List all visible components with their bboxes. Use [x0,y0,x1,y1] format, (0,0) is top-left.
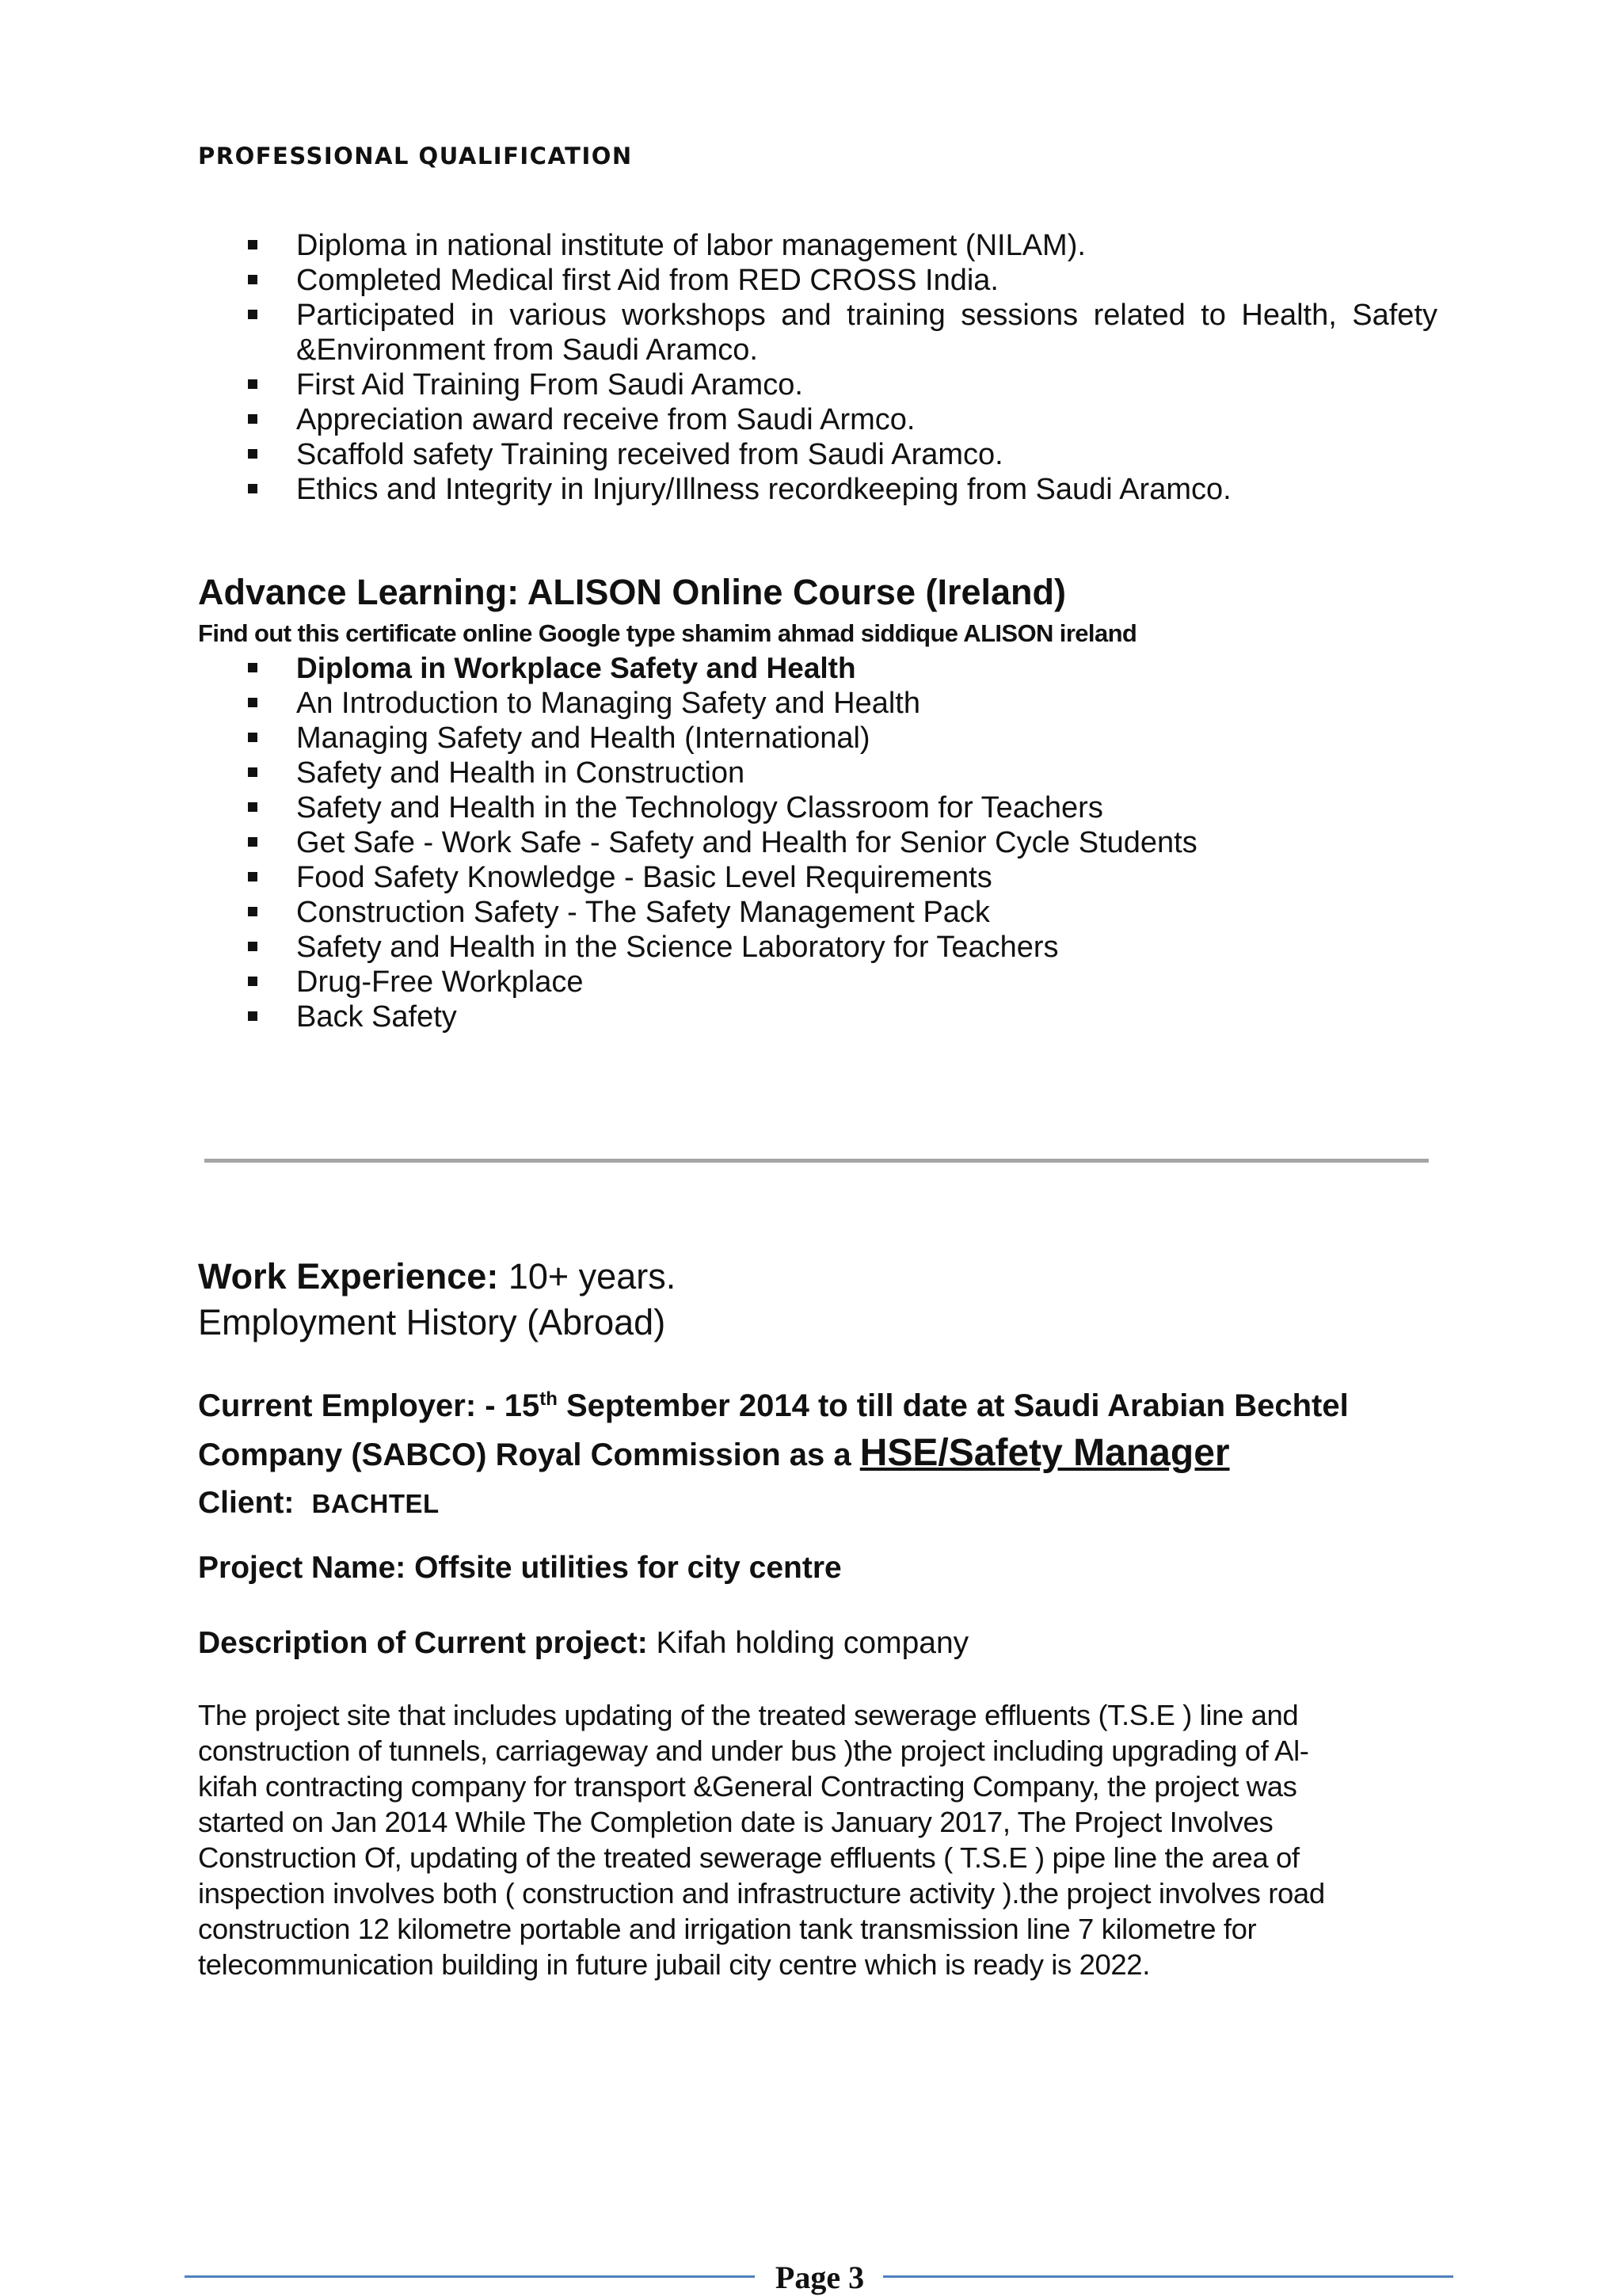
employer-dates: September 2014 to till date at Saudi Arabian Bechtel [557,1388,1349,1423]
advance-learning-heading: Advance Learning: ALISON Online Course (Ireland) [198,572,1066,612]
list-item: Diploma in national institute of labor management (NILAM). [198,228,1437,263]
list-item: Safety and Health in Construction [198,756,1437,790]
footer-rule-left [185,2275,755,2278]
paragraph-line: construction 12 kilometre portable and irrigation tank transmission line 7 kilometre for [198,1913,1257,1945]
work-experience [198,1254,676,1346]
work-experience-label: Work Experience: [198,1256,499,1296]
work-experience-line [198,1254,676,1300]
paragraph-line: The project site that includes updating of the treated sewerage effluents (T.S.E ) line and [198,1699,1299,1731]
list-item: Diploma in Workplace Safety and Health [198,651,1437,686]
list-item: Get Safe - Work Safe - Safety and Health for Senior Cycle Students [198,825,1437,860]
paragraph-line: Construction Of, updating of the treated sewerage effluents ( T.S.E ) pipe line the area of [198,1841,1300,1874]
page-number: Page 3 [775,2260,865,2295]
paragraph-line: kifah contracting company for transport &General Contracting Company, the project was [198,1770,1297,1803]
footer-rule-right [883,2275,1453,2278]
list-item: Managing Safety and Health (International) [198,721,1437,756]
list-item: Appreciation award receive from Saudi Armco. [198,402,1437,437]
employer-prefix: Current Employer: - 15 [198,1388,540,1423]
work-experience-value: 10+ years. [498,1256,676,1296]
list-item: Safety and Health in the Technology Classroom for Teachers [198,790,1437,825]
project-name: Project Name: Offsite utilities for city centre [198,1551,842,1585]
ordinal-suffix: th [539,1388,558,1410]
list-item: An Introduction to Managing Safety and Health [198,686,1437,721]
list-item: Scaffold safety Training received from Saudi Aramco. [198,437,1437,472]
paragraph-line: telecommunication building in future jubail city centre which is ready is 2022. [198,1948,1150,1981]
list-item: Back Safety [198,1000,1437,1034]
certificate-note: Find out this certificate online Google type shamim ahmad siddique ALISON ireland [198,619,1137,647]
list-item: Safety and Health in the Science Laboratory for Teachers [198,930,1437,965]
course-list [198,651,1437,1034]
list-item: Drug-Free Workplace [198,965,1437,1000]
project-paragraph [198,1697,1434,1982]
client-value: BACHTEL [311,1489,440,1518]
paragraph-line: construction of tunnels, carriageway and under bus )the project including upgrading of Al- [198,1734,1309,1767]
section-divider [204,1159,1429,1163]
client-line [198,1479,1349,1528]
employer-company: Company (SABCO) Royal Commission as a [198,1437,860,1472]
paragraph-line: started on Jan 2014 While The Completion date is January 2017, The Project Involves [198,1806,1274,1838]
employer-line-1 [198,1382,1349,1430]
list-item: Participated in various workshops and training sessions related to Health, Safety [198,298,1437,333]
project-description-heading [198,1626,969,1661]
professional-qualification-heading: PROFESSIONAL QUALIFICATION [198,143,633,169]
employer-role: HSE/Safety Manager [859,1432,1230,1474]
description-value: Kifah holding company [647,1626,969,1660]
list-item: Construction Safety - The Safety Management Pack [198,895,1437,930]
list-item: Ethics and Integrity in Injury/Illness recordkeeping from Saudi Aramco. [198,472,1437,507]
description-label: Description of Current project: [198,1626,648,1660]
qualification-list [198,228,1437,507]
list-item: Food Safety Knowledge - Basic Level Requirements [198,860,1437,895]
list-item: First Aid Training From Saudi Aramco. [198,367,1437,402]
paragraph-line: inspection involves both ( construction and infrastructure activity ).the project involves road [198,1877,1325,1910]
employment-history: Employment History (Abroad) [198,1302,666,1342]
list-item: Completed Medical first Aid from RED CROSS India. [198,263,1437,298]
client-label: Client: [198,1486,295,1520]
current-employer [198,1382,1349,1528]
list-item-continuation: &Environment from Saudi Aramco. [296,333,758,367]
employer-line-2 [198,1430,1349,1479]
